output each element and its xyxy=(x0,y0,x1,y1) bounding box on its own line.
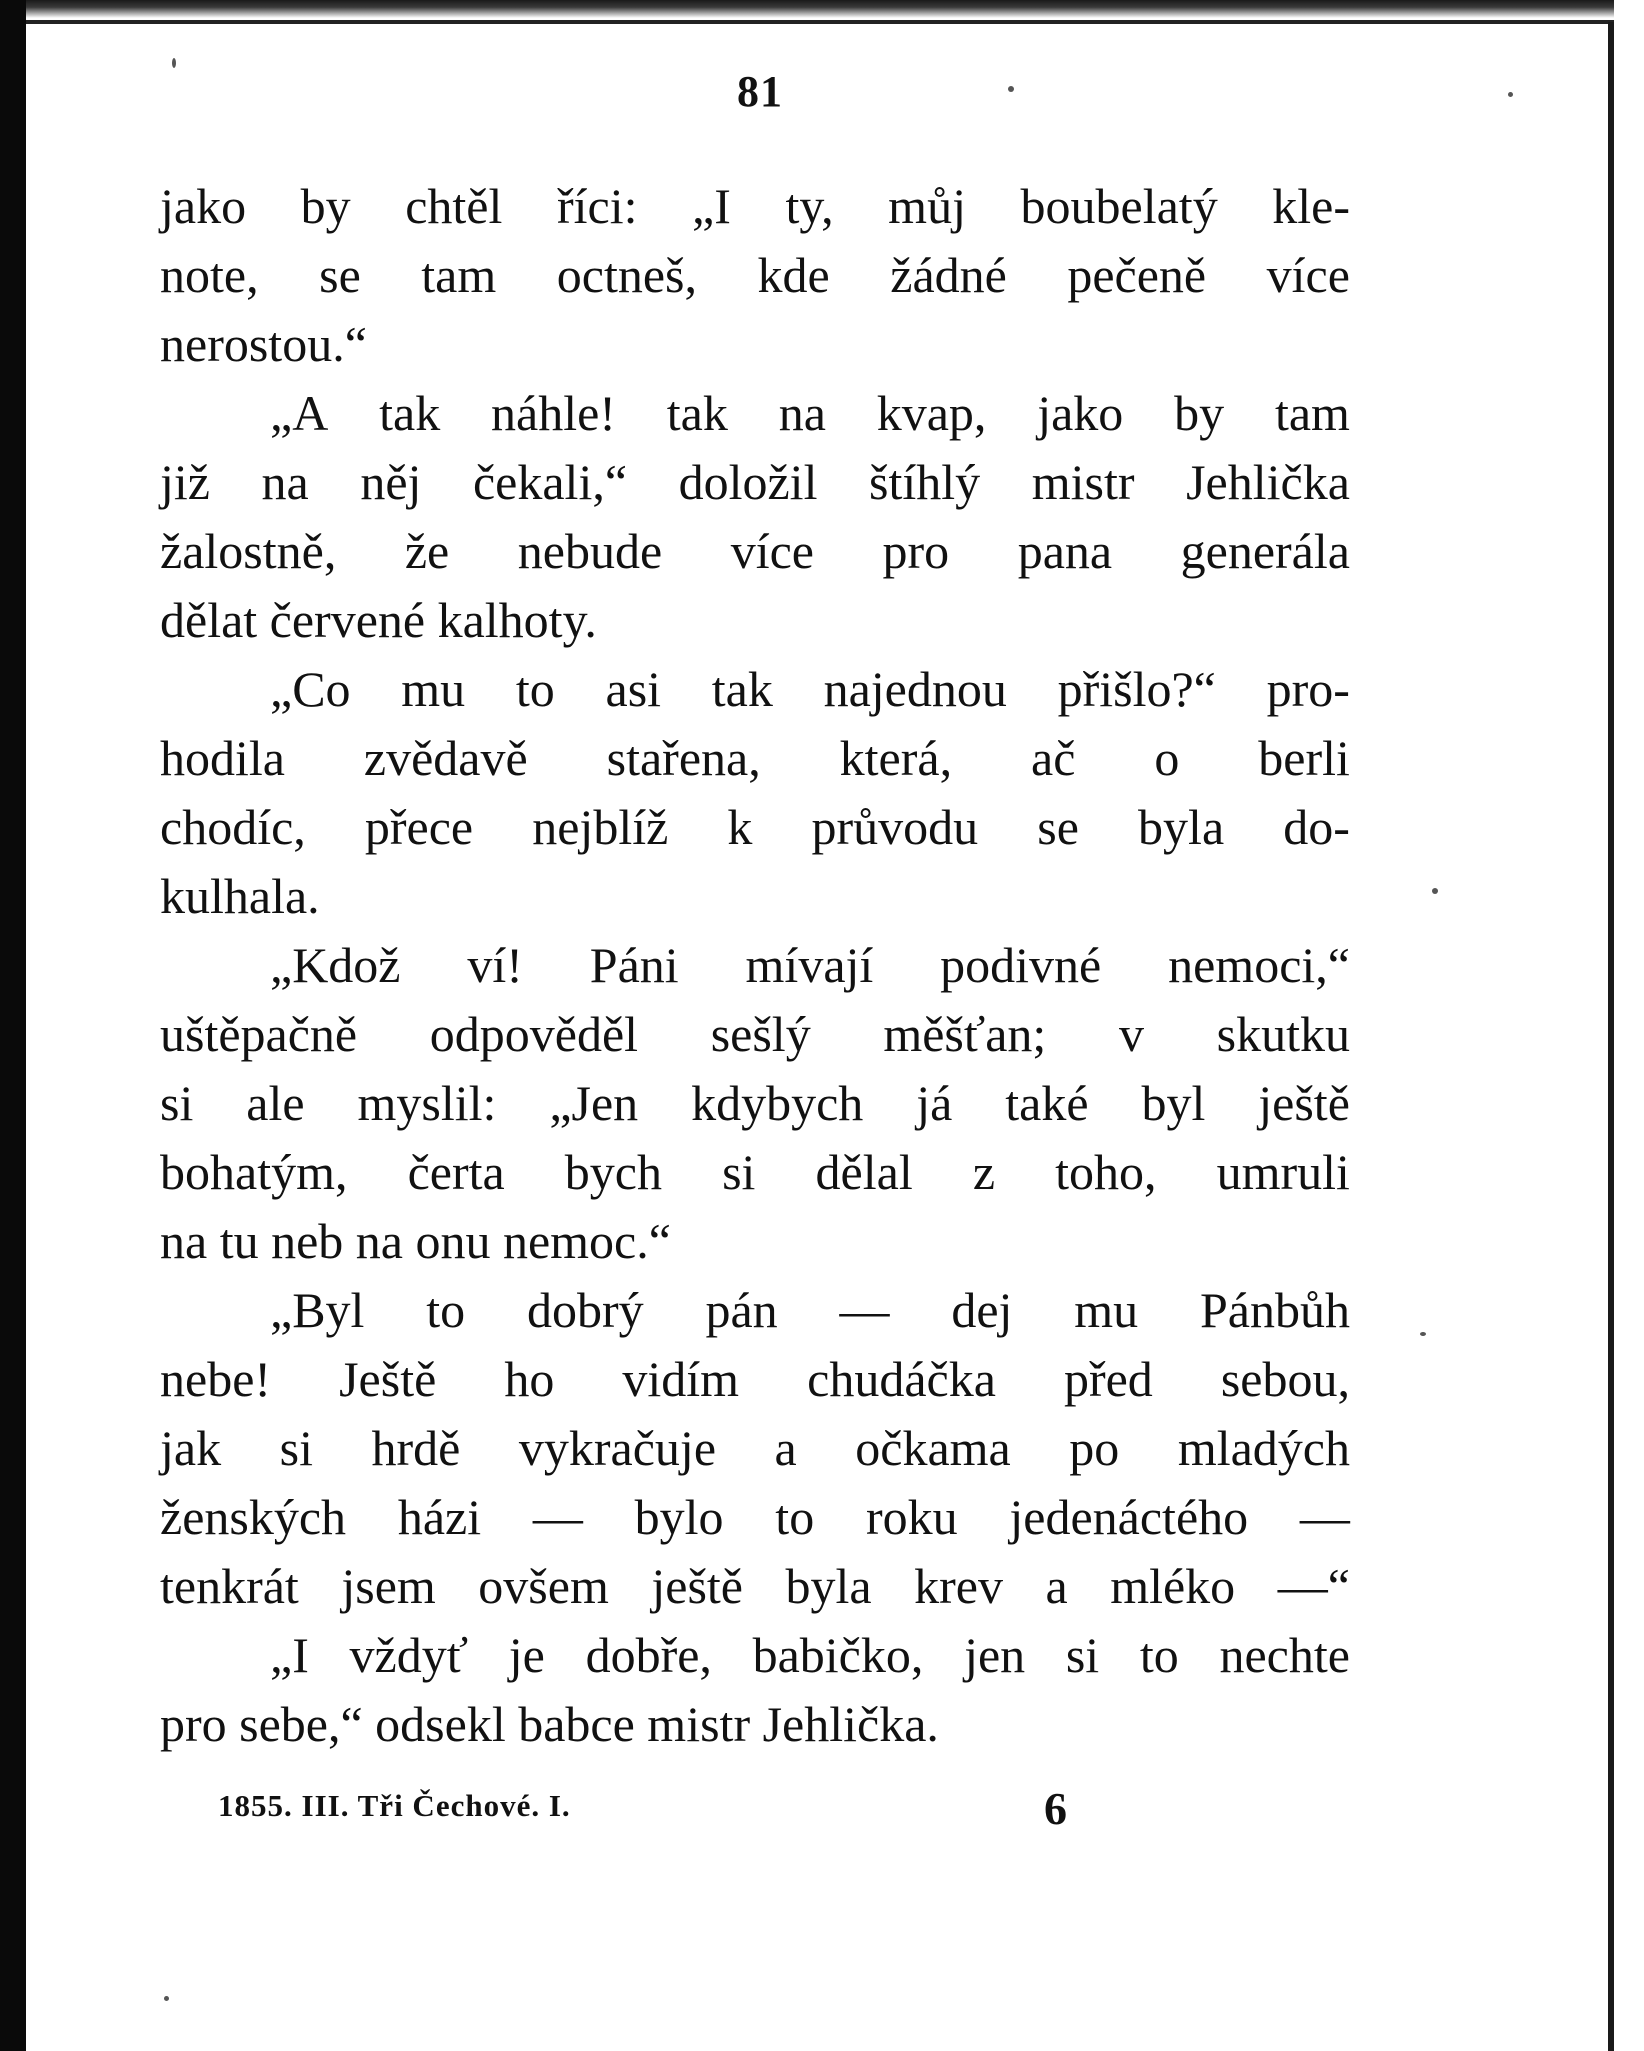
word: kvap, xyxy=(876,385,987,441)
word: myslil: xyxy=(357,1075,497,1131)
word: mistr xyxy=(1031,454,1135,510)
word: je xyxy=(508,1627,545,1683)
word: která, xyxy=(839,730,953,786)
word: z xyxy=(972,1144,996,1200)
word: bohatým, xyxy=(160,1144,348,1200)
text-line xyxy=(160,1552,1350,1621)
scan-right-margin xyxy=(1614,0,1644,2051)
word: — xyxy=(839,1282,890,1338)
page-number: 81 xyxy=(737,67,783,116)
word: Jehlička xyxy=(1186,454,1350,510)
word: generála xyxy=(1180,523,1350,579)
word: jsem xyxy=(341,1558,436,1614)
word: více xyxy=(730,523,814,579)
word: mu xyxy=(1074,1282,1139,1338)
text-line xyxy=(160,1483,1350,1552)
body-text xyxy=(160,172,1350,1759)
word: nebude xyxy=(517,523,663,579)
word: jak xyxy=(160,1420,222,1476)
dust-speck xyxy=(164,1996,169,2001)
word: se xyxy=(319,247,361,303)
text-line xyxy=(160,1069,1350,1138)
word: tak xyxy=(666,385,728,441)
word: ty, xyxy=(785,178,834,234)
text-line xyxy=(160,655,1350,724)
text-line: dělat červené kalhoty. xyxy=(160,592,597,648)
word: ještě xyxy=(651,1558,743,1614)
word: jako xyxy=(1037,385,1124,441)
word: Páni xyxy=(589,937,679,993)
word: bylo xyxy=(634,1489,724,1545)
word: Ještě xyxy=(339,1351,437,1407)
word: že xyxy=(404,523,450,579)
word: tak xyxy=(711,661,773,717)
word: skutku xyxy=(1216,1006,1350,1062)
word: „Jen xyxy=(549,1075,639,1131)
word: k xyxy=(727,799,753,855)
word: ženských xyxy=(160,1489,347,1545)
word: toho, xyxy=(1055,1144,1157,1200)
word: a xyxy=(774,1420,797,1476)
word: více xyxy=(1266,247,1350,303)
word: kle- xyxy=(1272,178,1350,234)
word: „I xyxy=(270,1627,309,1683)
word: asi xyxy=(605,661,662,717)
word: mléko xyxy=(1110,1558,1236,1614)
word: note, xyxy=(160,247,259,303)
word: chtěl xyxy=(405,178,503,234)
word: pečeně xyxy=(1067,247,1207,303)
word: dobře, xyxy=(585,1627,712,1683)
word: žalostně, xyxy=(160,523,337,579)
dust-speck xyxy=(1432,888,1438,894)
word: stařena, xyxy=(606,730,761,786)
page-top-border xyxy=(26,20,1616,24)
word: já xyxy=(916,1075,953,1131)
text-line xyxy=(160,172,1350,241)
word: chodíc, xyxy=(160,799,306,855)
word: tak xyxy=(379,385,441,441)
word: vidím xyxy=(622,1351,740,1407)
word: ještě xyxy=(1258,1075,1350,1131)
word: ale xyxy=(246,1075,305,1131)
word: doložil xyxy=(678,454,818,510)
word: ovšem xyxy=(478,1558,609,1614)
word: po xyxy=(1069,1420,1120,1476)
word: průvodu xyxy=(811,799,979,855)
word: kde xyxy=(757,247,830,303)
word: umruli xyxy=(1216,1144,1350,1200)
word: „I xyxy=(692,178,731,234)
word: jedenáctého xyxy=(1009,1489,1249,1545)
text-line: na tu neb na onu nemoc.“ xyxy=(160,1213,671,1269)
word: si xyxy=(279,1420,313,1476)
word: boubelatý xyxy=(1020,178,1218,234)
word: uštěpačně xyxy=(160,1006,358,1062)
text-line xyxy=(160,517,1350,586)
word: „Kdož xyxy=(270,937,401,993)
word: něj xyxy=(360,454,422,510)
word: přece xyxy=(364,799,474,855)
word: to xyxy=(426,1282,466,1338)
word: do- xyxy=(1283,799,1350,855)
word: si xyxy=(160,1075,194,1131)
word: čekali,“ xyxy=(472,454,628,510)
word: vykračuje xyxy=(518,1420,717,1476)
word: odpověděl xyxy=(429,1006,639,1062)
word: hodila xyxy=(160,730,285,786)
word: dobrý xyxy=(527,1282,644,1338)
word: zvědavě xyxy=(363,730,528,786)
word: na xyxy=(261,454,309,510)
word: najednou xyxy=(823,661,1007,717)
word: a xyxy=(1045,1558,1068,1614)
text-line xyxy=(160,379,1350,448)
word: pán xyxy=(705,1282,778,1338)
word: říci: xyxy=(556,178,638,234)
word: dej xyxy=(951,1282,1013,1338)
text-line xyxy=(160,724,1350,793)
scan-top-edge xyxy=(0,0,1644,18)
word: tam xyxy=(1274,385,1350,441)
text-line: kulhala. xyxy=(160,868,320,924)
word: již xyxy=(160,454,210,510)
word: mívají xyxy=(745,937,874,993)
word: chudáčka xyxy=(807,1351,996,1407)
word: štíhlý xyxy=(869,454,981,510)
word: by xyxy=(300,178,351,234)
word: můj xyxy=(888,178,966,234)
word: sešlý xyxy=(710,1006,811,1062)
word: mu xyxy=(401,661,466,717)
word: byla xyxy=(1138,799,1225,855)
word: byl xyxy=(1141,1075,1206,1131)
word: se xyxy=(1037,799,1079,855)
word: octneš, xyxy=(556,247,698,303)
word: dělal xyxy=(815,1144,913,1200)
word: — xyxy=(532,1489,583,1545)
word: by xyxy=(1174,385,1225,441)
word: ví! xyxy=(467,937,523,993)
word: bych xyxy=(564,1144,662,1200)
text-line xyxy=(160,1138,1350,1207)
word: kdybych xyxy=(691,1075,864,1131)
word: před xyxy=(1063,1351,1153,1407)
signature-mark: 6 xyxy=(1044,1783,1067,1834)
word: měšťan; xyxy=(883,1006,1047,1062)
text-line xyxy=(160,241,1350,310)
word: pana xyxy=(1017,523,1113,579)
text-line xyxy=(160,1414,1350,1483)
word: tam xyxy=(421,247,497,303)
word: —“ xyxy=(1277,1558,1350,1614)
word: krev xyxy=(914,1558,1003,1614)
word: nebe! xyxy=(160,1351,272,1407)
word: pro- xyxy=(1266,661,1350,717)
scan-left-edge xyxy=(0,0,26,2051)
text-line xyxy=(160,448,1350,517)
text-line xyxy=(160,1000,1350,1069)
word: „Byl xyxy=(270,1282,365,1338)
word: byla xyxy=(785,1558,872,1614)
word: si xyxy=(1065,1627,1100,1683)
word: „Co xyxy=(270,661,351,717)
text-line xyxy=(160,1276,1350,1345)
text-line xyxy=(160,793,1350,862)
word: to xyxy=(775,1489,815,1545)
word: o xyxy=(1154,730,1180,786)
word: mladých xyxy=(1177,1420,1350,1476)
word: nemoci,“ xyxy=(1168,937,1350,993)
footer-imprint: 1855. III. Tři Čechové. I. xyxy=(218,1788,571,1823)
dust-speck xyxy=(1420,1332,1426,1336)
word: ho xyxy=(504,1351,555,1407)
word: žádné xyxy=(890,247,1007,303)
text-line xyxy=(160,931,1350,1000)
word: přišlo?“ xyxy=(1057,661,1216,717)
word: házi xyxy=(397,1489,482,1545)
word: na xyxy=(778,385,826,441)
word: nejblíž xyxy=(532,799,669,855)
word: očkama xyxy=(855,1420,1011,1476)
word: ač xyxy=(1031,730,1076,786)
word: babičko, xyxy=(752,1627,924,1683)
word: v xyxy=(1118,1006,1144,1062)
word: sebou, xyxy=(1220,1351,1350,1407)
word: tenkrát xyxy=(160,1558,299,1614)
word: roku xyxy=(865,1489,958,1545)
word: hrdě xyxy=(371,1420,461,1476)
word: si xyxy=(722,1144,756,1200)
word: podivné xyxy=(940,937,1102,993)
word: „A xyxy=(270,385,329,441)
word: pro xyxy=(882,523,950,579)
text-line: nerostou.“ xyxy=(160,316,367,372)
word: — xyxy=(1299,1489,1350,1545)
text-line: pro sebe,“ odsekl babce mistr Jehlička. xyxy=(160,1696,939,1752)
word: čerta xyxy=(407,1144,505,1200)
word: berli xyxy=(1258,730,1350,786)
word: jen xyxy=(964,1627,1026,1683)
word: to xyxy=(515,661,555,717)
text-line xyxy=(160,1621,1350,1690)
text-line xyxy=(160,1345,1350,1414)
word: také xyxy=(1005,1075,1089,1131)
word: vždyť xyxy=(349,1627,469,1683)
word: nechte xyxy=(1219,1627,1350,1683)
word: náhle! xyxy=(491,385,616,441)
word: Pánbůh xyxy=(1200,1282,1350,1338)
word: to xyxy=(1139,1627,1179,1683)
word: jako xyxy=(160,178,247,234)
